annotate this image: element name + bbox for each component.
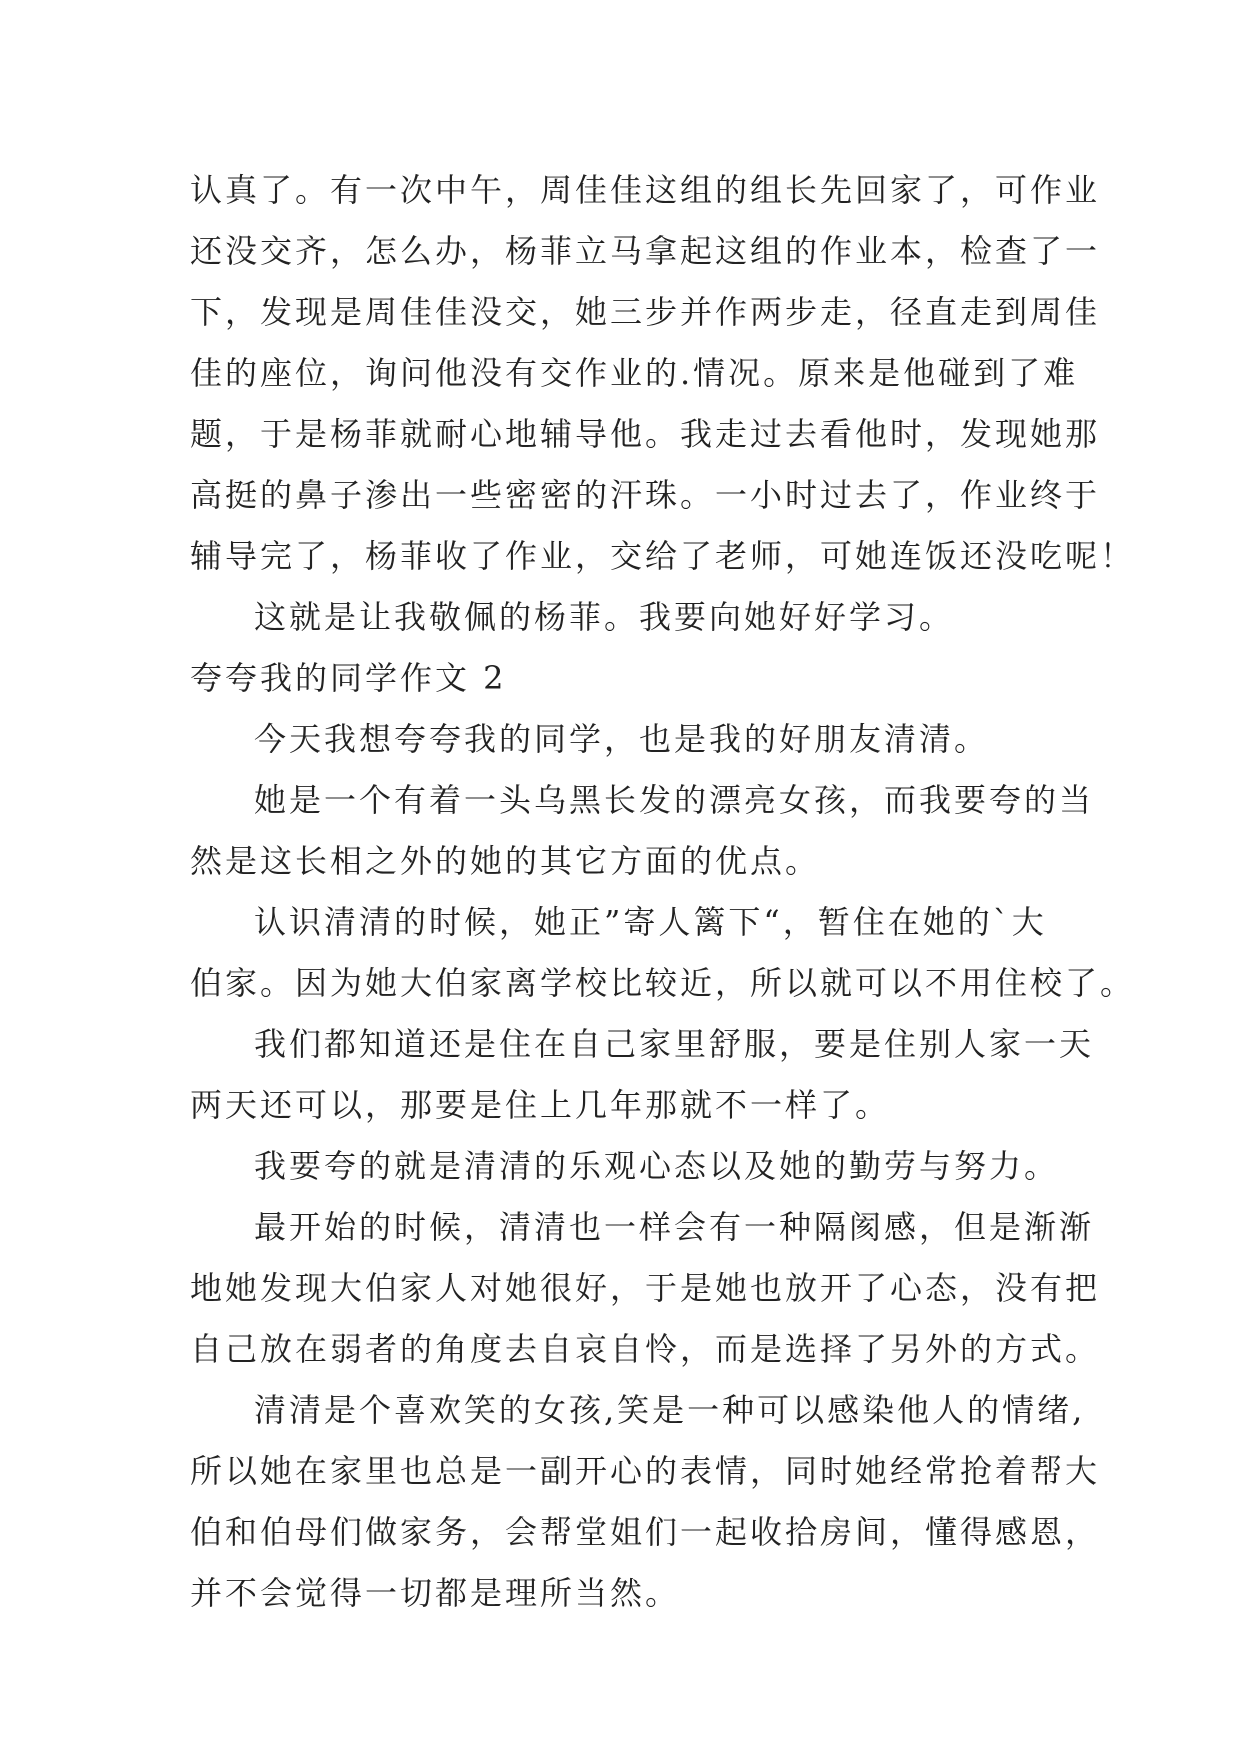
text-line: 并不会觉得一切都是理所当然。	[190, 1574, 681, 1612]
text-line: 佳的座位，询问他没有交作业的.情况。原来是他碰到了难	[190, 354, 1079, 392]
text-line: 地她发现大伯家人对她很好，于是她也放开了心态，没有把	[190, 1269, 1101, 1307]
text-line: 然是这长相之外的她的其它方面的优点。	[190, 842, 821, 880]
section-heading: 夸夸我的同学作文 2	[190, 659, 507, 697]
text-line: 我要夸的就是清清的乐观心态以及她的勤劳与努力。	[254, 1147, 1060, 1185]
text-line: 下，发现是周佳佳没交，她三步并作两步走，径直走到周佳	[190, 293, 1101, 331]
text-line: 自己放在弱者的角度去自哀自怜，而是选择了另外的方式。	[190, 1330, 1101, 1368]
text-line: 认识清清的时候，她正”寄人篱下“，暂住在她的`大	[254, 903, 1047, 941]
text-line: 辅导完了，杨菲收了作业，交给了老师，可她连饭还没吃呢！	[190, 537, 1136, 575]
text-line: 高挺的鼻子渗出一些密密的汗珠。一小时过去了，作业终于	[190, 476, 1101, 514]
text-line: 认真了。有一次中午，周佳佳这组的组长先回家了，可作业	[190, 171, 1101, 209]
text-line: 还没交齐，怎么办，杨菲立马拿起这组的作业本，检查了一	[190, 232, 1101, 270]
text-line: 题，于是杨菲就耐心地辅导他。我走过去看他时，发现她那	[190, 415, 1101, 453]
text-line: 伯家。因为她大伯家离学校比较近，所以就可以不用住校了。	[190, 964, 1136, 1002]
document-body	[190, 160, 1136, 1624]
text-line: 最开始的时候，清清也一样会有一种隔阂感，但是渐渐	[254, 1208, 1095, 1246]
text-line: 所以她在家里也总是一副开心的表情，同时她经常抢着帮大	[190, 1452, 1101, 1490]
text-line: 今天我想夸夸我的同学，也是我的好朋友清清。	[254, 720, 990, 758]
text-line: 这就是让我敬佩的杨菲。我要向她好好学习。	[254, 598, 955, 636]
text-line: 她是一个有着一头乌黑长发的漂亮女孩，而我要夸的当	[254, 781, 1095, 819]
text-line: 清清是个喜欢笑的女孩,笑是一种可以感染他人的情绪,	[254, 1391, 1086, 1429]
text-line: 我们都知道还是住在自己家里舒服，要是住别人家一天	[254, 1025, 1095, 1063]
text-line: 两天还可以，那要是住上几年那就不一样了。	[190, 1086, 891, 1124]
text-line: 伯和伯母们做家务，会帮堂姐们一起收拾房间，懂得感恩，	[190, 1513, 1101, 1551]
